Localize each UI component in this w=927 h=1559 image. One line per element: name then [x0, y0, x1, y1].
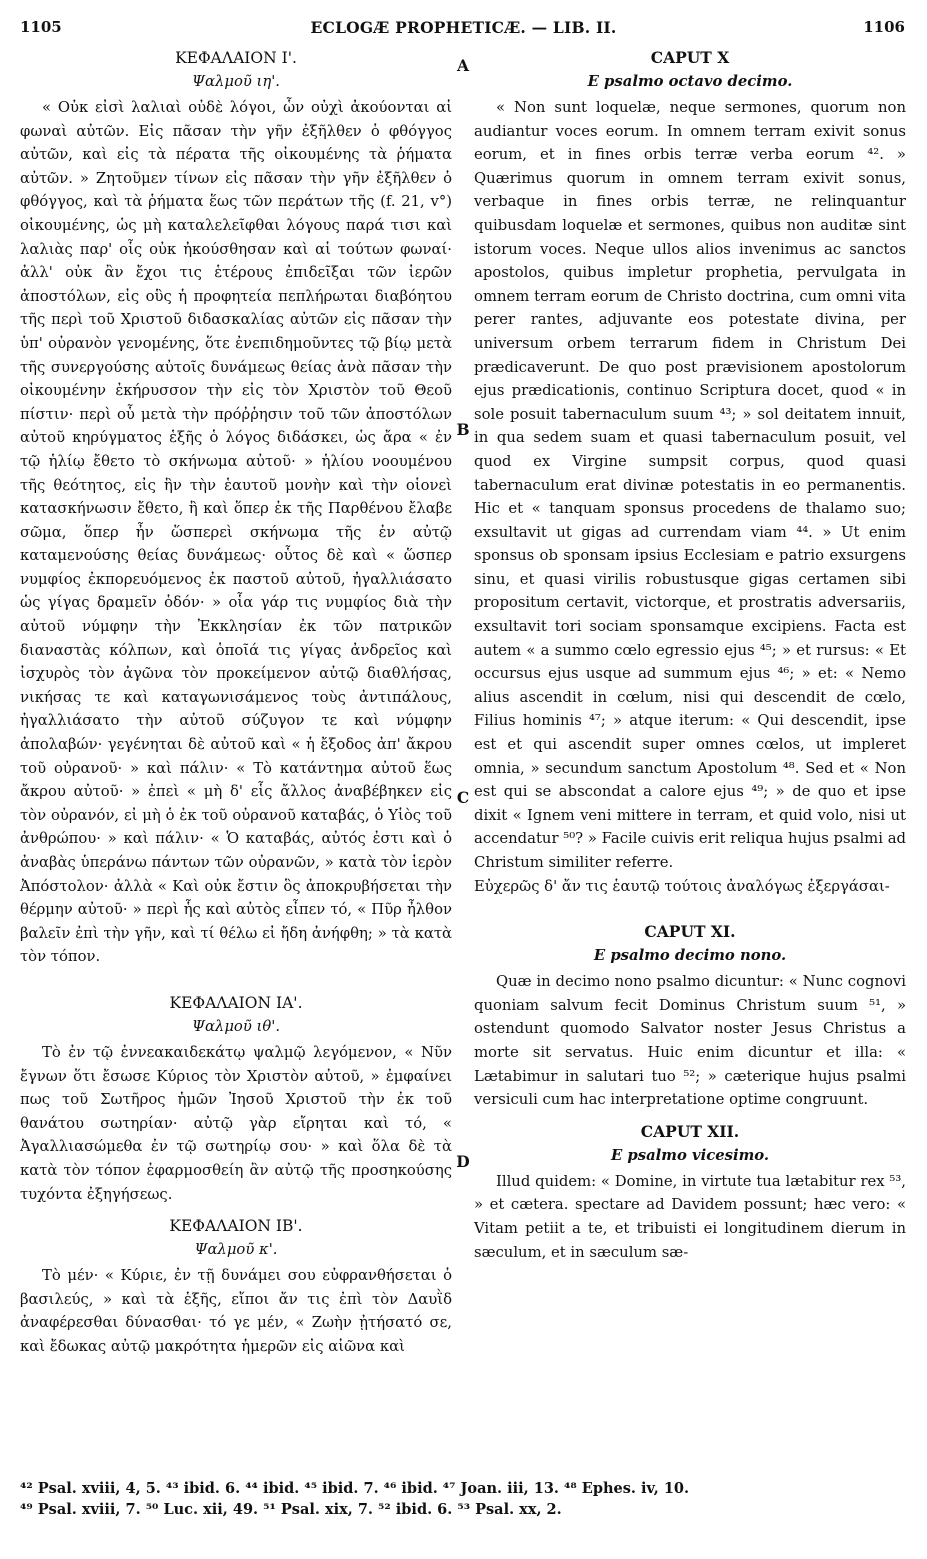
footnote-line-1: ⁴² Psal. xviii, 4, 5. ⁴³ ibid. 6. ⁴⁴ ibid. ⁴⁵ ibid. 7. ⁴⁶ ibid. ⁴⁷ Joan. iii, 13. ⁴⁸ Ephes. iv, 10. — [20, 1480, 690, 1497]
greek-continuation-line: Εὐχερῶς δ' ἄν τις ἑαυτῷ τούτοις ἀναλόγως ἐξεργάσαι- — [474, 877, 890, 895]
chapter-heading-greek-12: ΚΕΦΑΛΑΙΟΝ ΙΒ'. — [169, 1217, 303, 1236]
psalm-subheading-latin-19: E psalmo decimo nono. — [593, 947, 787, 965]
margin-letter-d: D — [456, 1152, 470, 1171]
psalm-subheading-greek-20: Ψαλμοῦ κ'. — [194, 1241, 278, 1259]
left-page-number: 1105 — [20, 18, 62, 36]
greek-column — [20, 46, 452, 1359]
margin-letter-c: C — [456, 788, 470, 807]
chapter-heading-latin-11: CAPUT XI. — [644, 922, 736, 942]
latin-text-chapter-12: Illud quidem: « Domine, in virtute tua lætabitur rex ⁵³, » et cætera. spectare ad Davidem possunt; hæc vero: « Vitam petiit a te, et tribuisti ei longitudinem dierum in sæculum, et in sæculum sæ- — [474, 1172, 906, 1261]
latin-column — [474, 46, 906, 1264]
footnote-line-2: ⁴⁹ Psal. xviii, 7. ⁵⁰ Luc. xii, 49. ⁵¹ Psal. xix, 7. ⁵² ibid. 6. ⁵³ Psal. xx, 2. — [20, 1501, 562, 1518]
greek-text-chapter-12: Τὸ μέν· « Κύριε, ἐν τῇ δυνάμει σου εὐφρανθήσεται ὁ βασιλεύς, » καὶ τὰ ἑξῆς, εἴποι ἄν τις ἐπὶ τὸν Δαυῒδ ἀναφέρεσθαι δύνασθαι· τό γε μέν, « Ζωὴν ᾐτήσατό σε, καὶ ἔδωκας αὐτῷ μακρότητα ἡμερῶν εἰς αἰῶνα καὶ — [20, 1267, 452, 1355]
footnotes — [20, 1478, 907, 1520]
chapter-heading-greek-11: ΚΕΦΑΛΑΙΟΝ ΙΑ'. — [169, 993, 303, 1012]
psalm-subheading-latin-18: E psalmo octavo decimo. — [587, 73, 793, 90]
latin-text-chapter-11: Quæ in decimo nono psalmo dicuntur: « Nunc cognovi quoniam salvum fecit Dominus Christum suum ⁵¹, » ostendunt quomodo Salvator noster Jesus Christus a morte sit servatus. Huic enim dicuntur et illa: « Lætabimur in salutari tuo ⁵²; » cæterique hujus psalmi versiculi cum hac interpretatione optime congruunt. — [474, 973, 906, 1109]
margin-letter-a: A — [456, 56, 470, 75]
running-title: ECLOGÆ PROPHETICÆ. — LIB. II. — [310, 18, 617, 37]
chapter-heading-greek-10: ΚΕΦΑΛΑΙΟΝ Ι'. — [175, 49, 297, 67]
margin-letter-b: B — [456, 420, 470, 439]
chapter-heading-latin-10: CAPUT X — [650, 48, 730, 67]
greek-text-chapter-11: Τὸ ἐν τῷ ἐννεακαιδεκάτῳ ψαλμῷ λεγόμενον, « Νῦν ἔγνων ὅτι ἔσωσε Κύριος τὸν Χριστὸν αὐτοῦ, » ἐμφαίνει πως τοῦ Σωτῆρος ἡμῶν Ἰησοῦ Χριστοῦ τὴν ἐκ τοῦ θανάτου σωτηρίαν· αὐτῷ γὰρ εἴρηται καὶ τό, « Ἀγαλλιασώμεθα ἐν τῷ σωτηρίῳ σου· » καὶ ὅλα δὲ τὰ κατὰ τὸν τόπον ἐφαρμοσθείη ἂν αὐτῷ τῆς προσηκούσης τυχόντα ἐξηγήσεως. — [20, 1043, 452, 1203]
latin-text-chapter-10: « Non sunt loquelæ, neque sermones, quorum non audiantur voces eorum. In omnem terram exivit sonus eorum, et in fines orbis terræ verba eorum ⁴². » Quærimus quorum in omnem terram exivit sonus, verbaque in fines orbis terræ, ne relinquantur quibusdam loquelæ et sermones, quibus non auditæ sint istorum voces. Neque ullos alios invenimus ac sanctos apostolos, quibus impletur prophetia, pervulgata in omnem terram eorum de Christo doctrina, cum omni vita perer rantes, adjuvante eos potestate divina, per universum orbem terrarum fidem in Christum Dei prædicaverunt. De quo post prævisionem apostolorum ejus prædicationis, continuo Scriptura docet, quod « in sole posuit tabernaculum suum ⁴³; » sol deitatem innuit, in qua sedem suam et quasi tabernaculum posuit, vel quod ex Virgine sumpsit corpus, quod quasi tabernaculum erat divinæ potestatis in eo permanentis. Hic et « tanquam sponsus procedens de thalamo suo; exsultavit ut gigas ad currendam viam ⁴⁴. » Ut enim sponsus ob sponsam ipsius Ecclesiam e patrio exsurgens sinu, et quasi virilis robustusque gigas certamen sibi propositum certavit, victorque, et prostratis adversariis, exsultavit tori sociam sponsamque excipiens. Facta est autem « a summo cœlo egressio ejus ⁴⁵; » et rursus: « Et occursus ejus usque ad summum ejus ⁴⁶; » et: « Nemo alius ascendit in cœlum, nisi qui descendit de cœlo, Filius hominis ⁴⁷; » atque iterum: « Qui descendit, ipse est et qui ascendit super omnes cœlos, ut impleret omnia, » secundum sanctum Apostolum ⁴⁸. Sed et « Non est qui se abscondat a calore ejus ⁴⁹; » de quo et ipse dixit « Ignem veni mittere in terram, et quid volo, nisi ut accendatur ⁵⁰? » Facile cuivis erit reliqua hujus psalmi ad Christum similiter referre. — [474, 99, 906, 871]
psalm-subheading-greek-19: Ψαλμοῦ ιθ'. — [191, 1017, 281, 1035]
psalm-subheading-latin-20: E psalmo vicesimo. — [610, 1146, 769, 1164]
psalm-subheading-greek-18: Ψαλμοῦ ιη'. — [191, 73, 280, 90]
right-page-number: 1106 — [863, 18, 905, 36]
chapter-heading-latin-12: CAPUT XII. — [640, 1121, 740, 1141]
greek-text-chapter-10: « Οὐκ εἰσὶ λαλιαὶ οὐδὲ λόγοι, ὧν οὐχὶ ἀκούονται αἱ φωναὶ αὐτῶν. Εἰς πᾶσαν τὴν γῆν ἐξῆλθεν ὁ φθόγγος αὐτῶν, καὶ εἰς τὰ πέρατα τῆς οἰκουμένης τὰ ῥήματα αὐτῶν. » Ζητοῦμεν τίνων εἰς πᾶσαν τὴν γῆν ἐξῆλθεν ὁ φθόγγος, καὶ τὰ ῥήματα ἕως τῶν περάτων τῆς (f. 21, v°) οἰκουμένης, ὡς μὴ καταλελεῖφθαι λόγους παρά τισι καὶ λαλιὰς παρ' οἷς οὐκ ἠκούσθησαν καὶ αἱ τούτων φωναί· ἀλλ' οὐκ ἂν ἔχοι τις ἑτέρους ἐπιδεῖξαι τῶν ἱερῶν ἀποστόλων, εἰς οὓς ἡ προφητεία πεπλήρωται διαβόητου τῆς περὶ τοῦ Χριστοῦ διδασκαλίας αὐτῶν εἰς πᾶσαν τὴν ὑπ' οὐρανὸν γενομένης, ὅτε ἐνεπιδημοῦντες τῷ βίῳ μετὰ τῆς συνεργούσης αὐτοῖς δυνάμεως θείας ἀνὰ πᾶσαν τὴν οἰκουμένην ἐκήρυσσον τὴν εἰς τὸν Χριστὸν τοῦ Θεοῦ πίστιν· περὶ οὗ μετὰ τὴν πρόῤῥησιν τοῦ τῶν ἀποστόλων αὐτοῦ κηρύγματος ἑξῆς ὁ λόγος διδάσκει, ὡς ἄρα « ἐν τῷ ἡλίῳ ἔθετο τὸ σκήνωμα αὐτοῦ· » ἡλίου νοουμένου τῆς θεότητος, εἰς ἣν τὴν ἑαυτοῦ μονὴν καὶ τὴν οἱονεὶ κατασκήνωσιν ἔθετο, ἢ καὶ ὅπερ ἐκ τῆς Παρθένου ἔλαβε σῶμα, ὅπερ ἦν ὥσπερεὶ σκήνωμα τῆς ἐν αὐτῷ καταμενούσης θείας δυνάμεως· οὗτος δὲ καὶ « ὥσπερ νυμφίος ἐκπορευόμενος ἐκ παστοῦ αὐτοῦ, ἠγαλλιάσατο ὡς γίγας δραμεῖν ὁδόν· » οἷα γάρ τις νυμφίος διὰ τὴν αὐτοῦ νύμφην τὴν Ἐκκλησίαν ἐκ τῶν πατρικῶν διαναστὰς κόλπων, καὶ ὁποῖά τις γίγας ἀνδρεῖος καὶ ἰσχυρὸς τὸν ἀγῶνα τὸν προκείμενον αὐτῷ διαθλήσας, νικήσας τε καὶ καταγωνισάμενος τοὺς ἀντιπάλους, ἠγαλλιάσατο τὴν αὐτοῦ σύζυγον τε καὶ νύμφην ἀπολαβών· γεγένηται δὲ αὐτοῦ καὶ « ἡ ἔξοδος ἀπ' ἄκρου τοῦ οὐρανοῦ· » καὶ πάλιν· « Τὸ κατάντημα αὐτοῦ ἕως ἄκρου αὐτοῦ· » ἐπεὶ « μὴ δ' εἷς ἄλλος ἀναβέβηκεν εἰς τὸν οὐρανόν, εἰ μὴ ὁ ἐκ τοῦ οὐρανοῦ καταβάς, ὁ Υἱὸς τοῦ ἀνθρώπου· » καὶ πάλιν· « Ὁ καταβάς, αὐτός ἐστι καὶ ὁ ἀναβὰς ὑπεράνω πάντων τῶν οὐρανῶν, » κατὰ τὸν ἱερὸν Ἀπόστολον· ἀλλὰ « Καὶ οὐκ ἔστιν ὃς ἀποκρυβήσεται τὴν θέρμην αὐτοῦ· » περὶ ἧς καὶ αὐτὸς εἶπεν τό, « Πῦρ ἦλθον βαλεῖν ἐπὶ τὴν γῆν, καὶ τί θέλω εἰ ἤδη ἀνήφθη; » τὰ κατὰ τὸν τόπον. — [20, 99, 452, 966]
